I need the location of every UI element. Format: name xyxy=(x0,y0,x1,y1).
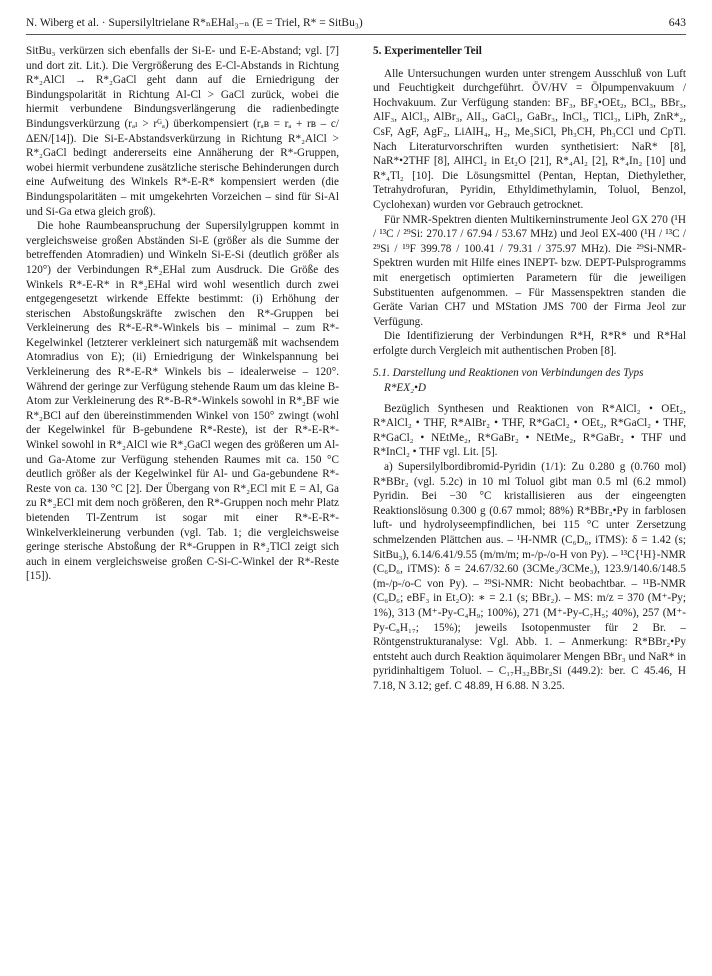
paragraph: Alle Untersuchungen wurden unter strengem Ausschluß von Luft und Feuchtigkeit durchgeführt. ÖV/HV = Ölpumpenvakuum / Hochvakuum. Zur Verfügung standen: BF₃, BF₃•OEt₂, BCl₃, BBr₃, AlF₃, AlCl₃, AlBr₃, AlI₃, GaCl₃, GaBr₃, InCl₃, TlCl₃, LiPh, ZnR*₂, CsF, AgF, AgF₂, LiAlH₄, H₂, Me₃SiCl, Ph₃CH, Ph₃CCl und CpTl. Nach Literaturvorschriften wurden synthetisiert: NaR* [8], NaR*•2THF [8], AlHCl₂ in Et₂O [21], R*₄Al₂ [2], R*₄In₂ [10] und R*₄Tl₂ [10]. Die Lösungsmittel (Pentan, Heptan, Diethylether, Tetrahydrofuran, Pyridin, Ethyldimethylamin, Toluol, Benzol, Cyclohexan) wurden vor Gebrauch getrocknet. xyxy=(373,67,686,211)
page-number: 643 xyxy=(668,17,686,29)
running-title: N. Wiberg et al. · Supersilyltrielane R*ₙEHal₃₋ₙ (E = Triel, R* = SitBu₃) xyxy=(26,17,363,29)
subsection-heading: 5.1. Darstellung und Reaktionen von Verbindungen des Typs R*EX₂•D xyxy=(373,367,644,395)
paragraph: Bezüglich Synthesen und Reaktionen von R*AlCl₂ • OEt₂, R*AlCl₂ • THF, R*AlBr₂ • THF, R*GaCl₂ • OEt₂, R*GaCl₂ • THF, R*GaCl₂ • NEtMe₂, R*GaBr₂ • NEtMe₂, R*GaBr₂ • THF und R*InCl₂ • THF vgl. Lit. [5]. xyxy=(373,402,686,459)
paragraph: Die hohe Raumbeanspruchung der Supersilylgruppen kommt in vergleichsweise großen Abständen Si-E (größer als die Summe der betreffenden Atomradien) und Winkeln Si-E-Si (deutlich größer als 120°) der Verbindungen R*₂EHal zum Ausdruck. Die Größe des Winkels R*-E-R* in R*₂EHal wird wohl wesentlich durch zwei entgegengesetzt wirkende Effekte bestimmt: (i) Erhöhung der sterischen Abstoßungskräfte zwischen den R*-Gruppen bei Verkleinerung des R*-E-R*-Winkels bis – minimal – zum R*-Kegelwinkel (letzterer verkleinert sich naturgemäß mit wachsendem Atomradius von E); (ii) Erniedrigung der Winkelspannung bei Verkleinerung des R*-E-R* Winkels bis – idealerweise – 120°. Während der geringe zur Verfügung stehende Raum um das kleine B-Atom zur Verkleinerung des R*-B-R*-Winkels sowohl in R*₂BF wie R*₂BCl auf den übereinstimmenden Winkel von 150° zwingt (wohl der Kegelwinkel für B-gebundene R*-Reste), ist der R*-E-R*-Winkel sowohl in R*₂AlCl wie R*₂GaCl wegen des größeren um Al- und Ga-Atome zur Verfügung stehenden Raumes mit ca. 150 °C deutlich größer als der Kegelwinkel für Al- und Ga-gebundene R*-Reste von ca. 130 °C [2]. Der Übergang von R*₂ECl mit E = Al, Ga zu R*₂ECl mit dem noch größeren, den R*-Gruppen noch mehr Platz bietenden Tl-Zentrum ist sogar mit einer R*-E-R*-Winkelverkleinerung verbunden (vgl. Tab. 1; die vergleichsweise geringe sterische Abstoßung der R*-Gruppen in R*₂TlCl zeigt sich auch in einem vergleichsweise großen C-Si-C-Winkel der R*-Reste [15]). xyxy=(26,220,339,583)
paragraph: Für NMR-Spektren dienten Multikerninstrumente Jeol GX 270 (¹H / ¹³C / ²⁹Si: 270.17 / 67.94 / 53.67 MHz) und Jeol EX-400 (¹H / ¹³C / ²⁹Si / ¹⁹F 399.78 / 100.41 / 79.31 / 375.97 MHz). Die ²⁹Si-NMR-Spektren wurden mit Hilfe eines INEPT- bzw. DEPT-Pulsprogramms mit energetisch optimierten Parametern für die jeweiligen Substituenten aufgenommen. – Für Massenspektren standen die Geräte Varian CH7 und MStation JMS 700 der Firma Jeol zur Verfügung. xyxy=(373,213,686,328)
right-column xyxy=(373,44,686,694)
paragraph: Die Identifizierung der Verbindungen R*H, R*R* und R*Hal erfolgte durch Vergleich mit authentischen Proben [8]. xyxy=(373,330,686,357)
page-header xyxy=(26,12,686,35)
left-column xyxy=(26,44,339,584)
section-heading: 5. Experimenteller Teil xyxy=(373,45,482,57)
paragraph: SitBu₃ verkürzen sich ebenfalls der Si-E- und E-E-Abstand; vgl. [7] und dort zit. Lit.). Die Vergrößerung des E-Cl-Abstands in Richtung R*₂AlCl → R*₂GaCl geht dann auf die Erniedrigung der Bindungspolarität in Richtung Al-Cl > GaCl zurück, wobei die hiermit verbundene Bindungsverlängerung die radienbedingte Bindungsverkürzung (rₐₗ > rᴳₐ) überkompensiert (rₐʙ = rₐ + rʙ – c/ΔEN/[14]). Die Si-E-Abstandsverkürzung in Richtung R*₂AlCl > R*₂GaCl bedingt andererseits eine Annäherung der R*-Gruppen, wobei hiermit verbundene zusätzliche sterische Behinderungen durch eine Aufweitung des Winkels R*-E-R* kompensiert werden (die Bindungspolaritäten – mit umgekehrten Vorzeichen – sind für Si-Al und Si-Ga etwa gleich groß). xyxy=(26,45,339,218)
paragraph: a) Supersilylbordibromid-Pyridin (1/1): Zu 0.280 g (0.760 mol) R*BBr₂ (vgl. 5.2c) in 10 ml Toluol gibt man 0.5 ml (6.2 mmol) Pyridin. Bei −30 °C kristallisieren aus der eingeengten Reaktionslösung 0.300 g (0.67 mmol; 88%) R*BBr₂•Py in farblosen luft- und hydrolyseempfindlichen, bei 115 °C unter Zersetzung schmelzenden Plättchen aus. – ¹H-NMR (C₆D₆, iTMS): δ = 1.42 (s; SitBu₃), 6.14/6.41/9.55 (m/m/m; m-/p-/o-H von Py). – ¹³C{¹H}-NMR (C₆D₆, iTMS): δ = 24.67/32.60 (3CMe₃/3CMe₃), 123.9/140.6/148.5 (m-/p-/o-C von Py). – ²⁹Si-NMR: Nicht beobachtbar. – ¹¹B-NMR (C₆D₆; eBF₃ in Et₂O): ∗ = 2.1 (s; BBr₂). – MS: m/z = 370 (M⁺-Py; 1%), 313 (M⁺-Py-C₄H₉; 100%), 271 (M⁺-Py-C₇H₅; 40%), 257 (M⁺-Py-C₈H₁₇; 15%); jeweils Isotopenmuster für 2 Br. – Röntgenstrukturanalyse: Vgl. Abb. 1. – Anmerkung: R*BBr₂•Py entsteht auch durch Reaktion äquimolarer Mengen BBr₃ und NaR* in pyridinhaltigem Toluol. – C₁₇H₃₂BBr₂Si (449.2): ber. C 45.46, H 7.18, N 3.12; gef. C 48.89, H 6.88. N 3.25. xyxy=(373,461,686,692)
